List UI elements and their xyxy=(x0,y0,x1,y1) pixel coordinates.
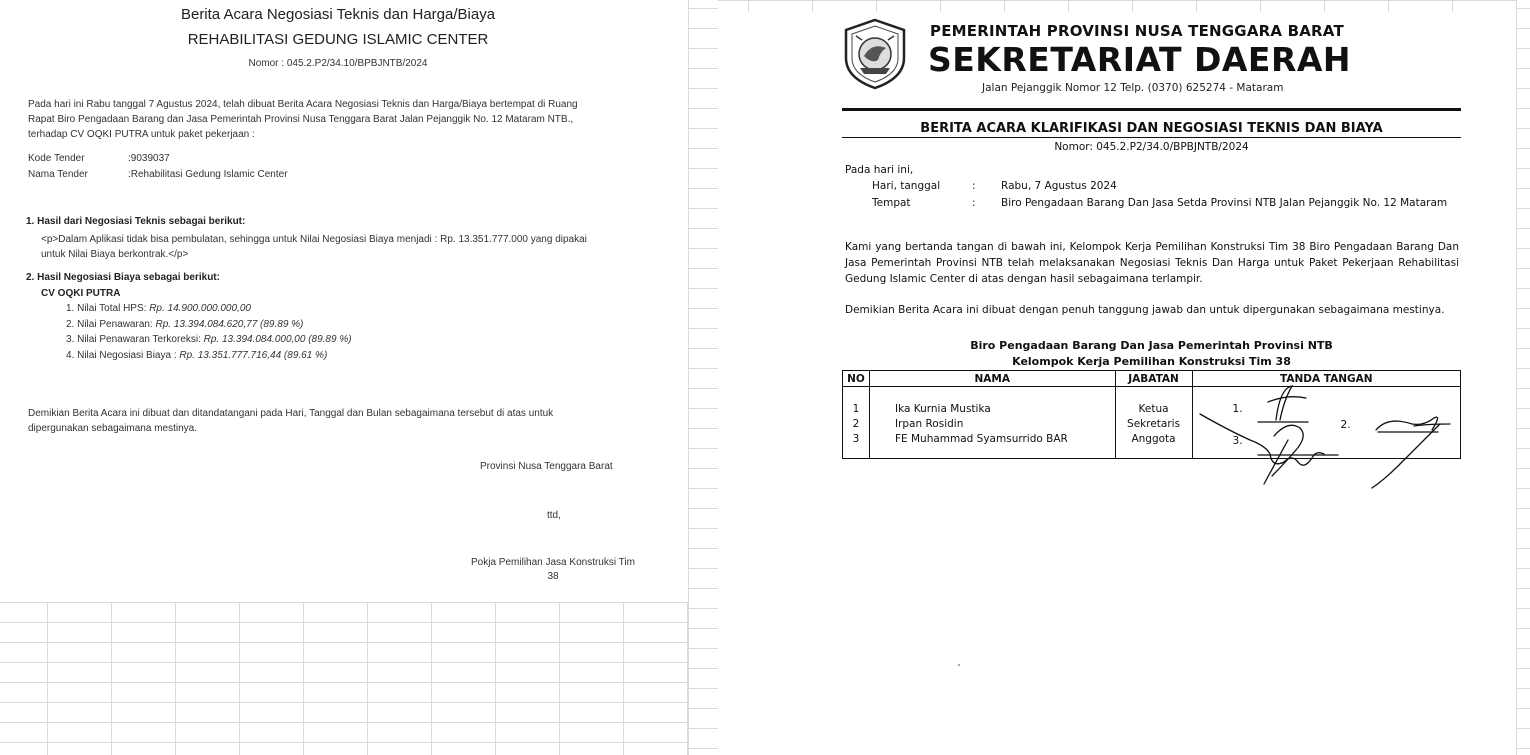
ntb-emblem-icon xyxy=(842,18,908,90)
date-value: Rabu, 7 Agustus 2024 xyxy=(1001,180,1117,192)
signature-table xyxy=(842,370,1461,459)
doc-title: BERITA ACARA KLARIFIKASI DAN NEGOSIASI TEKNIS DAN BIAYA xyxy=(920,121,1383,136)
name-cell: Ika Kurnia Mustika Irpan Rosidin FE Muhammad Syamsurrido BAR xyxy=(869,387,1115,459)
spreadsheet-grid xyxy=(1516,0,1530,755)
sig-mark-3: 3. xyxy=(1232,435,1243,447)
closing-paragraph: Demikian Berita Acara ini dibuat dan ditandatangani pada Hari, Tanggal dan Bulan sebagaimana tersebut di atas untuk dipergunakan sebagaimana mestinya. xyxy=(28,408,554,434)
pokja-signature-block: Pokja Pemilihan Jasa Konstruksi Tim 38 xyxy=(471,557,635,582)
negotiation-document-right xyxy=(718,12,1516,755)
position-cell: Ketua Sekretaris Anggota xyxy=(1115,387,1192,459)
header-nama: NAMA xyxy=(869,371,1115,387)
signature-cell xyxy=(1192,387,1460,459)
nama-tender-value: :Rehabilitasi Gedung Islamic Center xyxy=(128,169,288,180)
office-address: Jalan Pejanggik Nomor 12 Telp. (0370) 625274 - Mataram xyxy=(982,82,1284,94)
nama-tender-label: Nama Tender xyxy=(28,169,88,180)
list-item: 1. Nilai Total HPS: Rp. 14.900.000.000,00 xyxy=(66,303,251,314)
table-row xyxy=(843,387,1461,459)
place-label: Tempat xyxy=(872,197,911,209)
sig-mark-2: 2. xyxy=(1340,419,1351,431)
spreadsheet-grid xyxy=(688,0,718,755)
no-cell: 1 2 3 xyxy=(843,387,870,459)
spreadsheet-grid xyxy=(0,602,688,755)
opening-line: Pada hari ini, xyxy=(845,164,914,176)
spreadsheet-grid xyxy=(718,0,1516,12)
technical-result-text: <p>Dalam Aplikasi tidak bisa pembulatan, sehingga untuk Nilai Negosiasi Biaya menjadi : Rp. 13.351.777.000 yang dipakai untuk Nilai Biaya berkontrak.</p> xyxy=(41,234,587,260)
signature-section-subtitle: Kelompok Kerja Pemilihan Konstruksi Tim 38 xyxy=(1012,355,1291,368)
signature-section-title: Biro Pengadaan Barang Dan Jasa Pemerintah Provinsi NTB xyxy=(970,339,1333,352)
doc-title: Berita Acara Negosiasi Teknis dan Harga/Biaya xyxy=(180,6,496,23)
place-value: Biro Pengadaan Barang Dan Jasa Setda Provinsi NTB Jalan Pejanggik No. 12 Mataram xyxy=(1001,197,1448,209)
closing-paragraph: Demikian Berita Acara ini dibuat dengan penuh tanggung jawab dan untuk dipergunakan sebagaimana mestinya. xyxy=(845,304,1445,316)
header-ttd: TANDA TANGAN xyxy=(1192,371,1460,387)
header-jabatan: JABATAN xyxy=(1115,371,1192,387)
doc-subtitle: REHABILITASI GEDUNG ISLAMIC CENTER xyxy=(187,31,489,48)
date-colon: : xyxy=(972,180,976,192)
doc-number: Nomor: 045.2.P2/34.0/BPBJNTB/2024 xyxy=(1054,141,1249,153)
sig-mark-1: 1. xyxy=(1232,403,1243,415)
list-item: 2. Nilai Penawaran: Rp. 13.394.084.620,77 (89.89 %) xyxy=(66,319,304,330)
header-no: NO xyxy=(843,371,870,387)
kode-tender-value: :9039037 xyxy=(128,153,170,164)
government-name: PEMERINTAH PROVINSI NUSA TENGGARA BARAT xyxy=(930,22,1344,40)
section-cost-heading: 2. Hasil Negosiasi Biaya sebagai berikut: xyxy=(26,272,220,283)
section-technical-heading: 1. Hasil dari Negosiasi Teknis sebagai berikut: xyxy=(26,216,246,227)
negotiation-document-left xyxy=(0,0,688,602)
list-item: 4. Nilai Negosiasi Biaya : Rp. 13.351.777.716,44 (89.61 %) xyxy=(66,350,328,361)
office-name: SEKRETARIAT DAERAH xyxy=(928,40,1352,79)
ttd-mark: ttd, xyxy=(547,510,561,521)
list-item: 3. Nilai Penawaran Terkoreksi: Rp. 13.394.084.000,00 (89.89 %) xyxy=(66,334,352,345)
date-label: Hari, tanggal xyxy=(872,180,941,192)
company-name: CV OQKI PUTRA xyxy=(41,288,121,299)
letterhead-divider xyxy=(842,108,1461,111)
intro-paragraph: Pada hari ini Rabu tanggal 7 Agustus 2024, telah dibuat Berita Acara Negosiasi Teknis dan Harga/Biaya bertempat di Ruang Rapat Biro Pengadaan Barang dan Jasa Pemerintah Provinsi Nusa Tenggara Barat Jalan Pejanggik No. 12 Mataram NTB., terhadap CV OQKI PUTRA untuk paket pekerjaan : xyxy=(28,99,578,140)
title-underline xyxy=(842,137,1461,138)
body-paragraph: Kami yang bertanda tangan di bawah ini, Kelompok Kerja Pemilihan Konstruksi Tim 38 Biro Pengadaan Barang Dan Jasa Pemerintah Provinsi NTB telah melaksanakan Negosiasi Teknis Dan Harga untuk Paket Pekerjaan Rehabilitasi Gedung Islamic Center di atas dengan hasil sebagaimana terlampir. xyxy=(845,241,1459,285)
place-colon: : xyxy=(972,197,976,209)
province-line: Provinsi Nusa Tenggara Barat xyxy=(480,461,613,472)
scan-speck xyxy=(958,664,960,666)
doc-number: Nomor : 045.2.P2/34.10/BPBJNTB/2024 xyxy=(248,58,428,69)
kode-tender-label: Kode Tender xyxy=(28,153,85,164)
